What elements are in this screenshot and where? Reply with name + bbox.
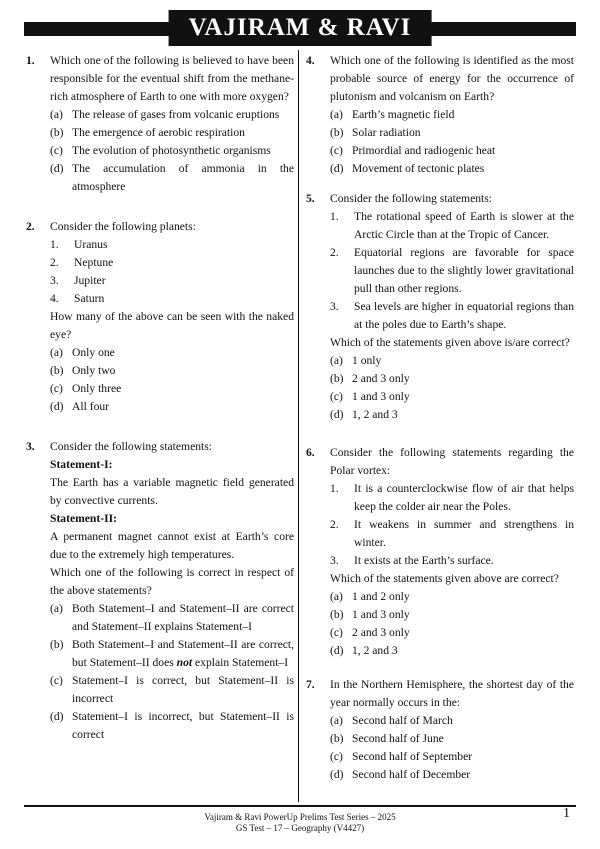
list-item: 1. It is a counterclockwise flow of air that helps keep the colder air near the Poles. <box>330 482 574 513</box>
option-a[interactable]: (a) 1 only <box>330 354 382 367</box>
question-3 <box>26 438 294 744</box>
question-number: 3. <box>26 440 35 453</box>
option-d[interactable]: (d) Movement of tectonic plates <box>330 162 485 175</box>
statement-1-heading: Statement-I: <box>50 458 113 471</box>
option-c[interactable]: (c) The evolution of photosynthetic organisms <box>50 144 271 157</box>
option-d[interactable]: (d) 1, 2 and 3 <box>330 644 398 657</box>
option-b[interactable]: (b) Solar radiation <box>330 126 421 139</box>
option-c[interactable]: (c) 2 and 3 only <box>330 626 410 639</box>
option-c[interactable]: (c) Only three <box>50 382 122 395</box>
option-a[interactable]: (a) Second half of March <box>330 714 453 727</box>
footer <box>0 812 600 834</box>
list-item: 1. Uranus <box>50 238 108 251</box>
question-4 <box>306 52 574 178</box>
option-a[interactable]: (a) 1 and 2 only <box>330 590 410 603</box>
list-item: 2. Equatorial regions are favorable for space launches due to the slightly lower gravitational pull than other regions. <box>330 246 574 295</box>
option-a[interactable]: (a) The release of gases from volcanic eruptions <box>50 108 280 121</box>
footer-rule <box>24 805 576 807</box>
question-number: 5. <box>306 192 315 205</box>
list-item: 4. Saturn <box>50 292 105 305</box>
list-item: 3. It exists at the Earth’s surface. <box>330 554 494 567</box>
list-item: 2. It weakens in summer and strengthens in winter. <box>330 518 574 549</box>
option-b[interactable]: (b) 2 and 3 only <box>330 372 410 385</box>
list-item: 2. Neptune <box>50 256 114 269</box>
question-number: 1. <box>26 54 35 67</box>
option-d[interactable]: (d) Second half of December <box>330 768 471 781</box>
left-column <box>26 52 294 744</box>
option-d[interactable]: (d) All four <box>50 400 110 413</box>
question-5 <box>306 190 574 424</box>
option-d[interactable]: (d) The accumulation of ammonia in the atmosphere <box>50 162 294 193</box>
question-number: 2. <box>26 220 35 233</box>
question-text: Consider the following statements: <box>330 192 492 205</box>
option-a[interactable]: (a) Both Statement–I and Statement–II are correct and Statement–II explains Statement–I <box>50 602 294 633</box>
question-number: 6. <box>306 446 315 459</box>
footer-test: GS Test – 17 – Geography (V4427) <box>235 823 365 833</box>
question-text: Consider the following statements regarding the Polar vortex: <box>330 446 574 477</box>
question-prompt: Which of the statements given above is/are correct? <box>330 336 570 349</box>
question-7 <box>306 676 574 784</box>
statement-2-text: A permanent magnet cannot exist at Earth’s core due to the extremely high temperatures. <box>50 530 294 561</box>
option-b[interactable]: (b) Second half of June <box>330 732 444 745</box>
question-prompt: Which of the statements given above are correct? <box>330 572 559 585</box>
option-c[interactable]: (c) Primordial and radiogenic heat <box>330 144 496 157</box>
option-b[interactable]: (b) Only two <box>50 364 116 377</box>
question-text: Consider the following statements: <box>50 440 212 453</box>
question-number: 7. <box>306 678 315 691</box>
header-title: VAJIRAM & RAVI <box>169 10 432 46</box>
question-prompt: How many of the above can be seen with the naked eye? <box>50 310 294 341</box>
option-b[interactable]: (b) 1 and 3 only <box>330 608 410 621</box>
option-a[interactable]: (a) Only one <box>50 346 115 359</box>
question-6 <box>306 444 574 660</box>
question-number: 4. <box>306 54 315 67</box>
option-c[interactable]: (c) 1 and 3 only <box>330 390 410 403</box>
statement-1-text: The Earth has a variable magnetic field generated by convective currents. <box>50 476 294 507</box>
footer-series: Vajiram & Ravi PowerUp Prelims Test Series – 2025 <box>204 812 396 822</box>
statement-2-heading: Statement-II: <box>50 512 117 525</box>
list-item: 1. The rotational speed of Earth is slower at the Arctic Circle than at the Tropic of Cancer. <box>330 210 574 241</box>
option-c[interactable]: (c) Statement–I is correct, but Statement–II is incorrect <box>50 674 294 705</box>
question-text: In the Northern Hemisphere, the shortest day of the year normally occurs in the: <box>330 678 574 709</box>
header-banner <box>24 10 576 46</box>
column-divider <box>298 50 299 802</box>
option-b[interactable]: (b) Both Statement–I and Statement–II are correct, but Statement–II does not explain Statement–I <box>50 638 294 669</box>
page-number: 1 <box>563 806 570 821</box>
list-item: 3. Sea levels are higher in equatorial regions than at the poles due to Earth’s shape. <box>330 300 574 331</box>
list-item: 3. Jupiter <box>50 274 106 287</box>
option-d[interactable]: (d) 1, 2 and 3 <box>330 408 398 421</box>
option-d[interactable]: (d) Statement–I is incorrect, but Statement–II is correct <box>50 710 294 741</box>
question-prompt: Which one of the following is correct in respect of the above statements? <box>50 566 294 597</box>
question-text: Which one of the following is believed to have been responsible for the eventual shift from the methane-rich atmosphere of Earth to one with more oxygen? <box>50 54 294 103</box>
question-2 <box>26 218 294 416</box>
option-a[interactable]: (a) Earth’s magnetic field <box>330 108 455 121</box>
question-text: Which one of the following is identified as the most probable source of energy for the occurrence of plutonism and volcanism on Earth? <box>330 54 574 103</box>
question-text: Consider the following planets: <box>50 220 196 233</box>
right-column <box>306 52 574 784</box>
option-c[interactable]: (c) Second half of September <box>330 750 473 763</box>
option-b[interactable]: (b) The emergence of aerobic respiration <box>50 126 245 139</box>
question-1 <box>26 52 294 196</box>
